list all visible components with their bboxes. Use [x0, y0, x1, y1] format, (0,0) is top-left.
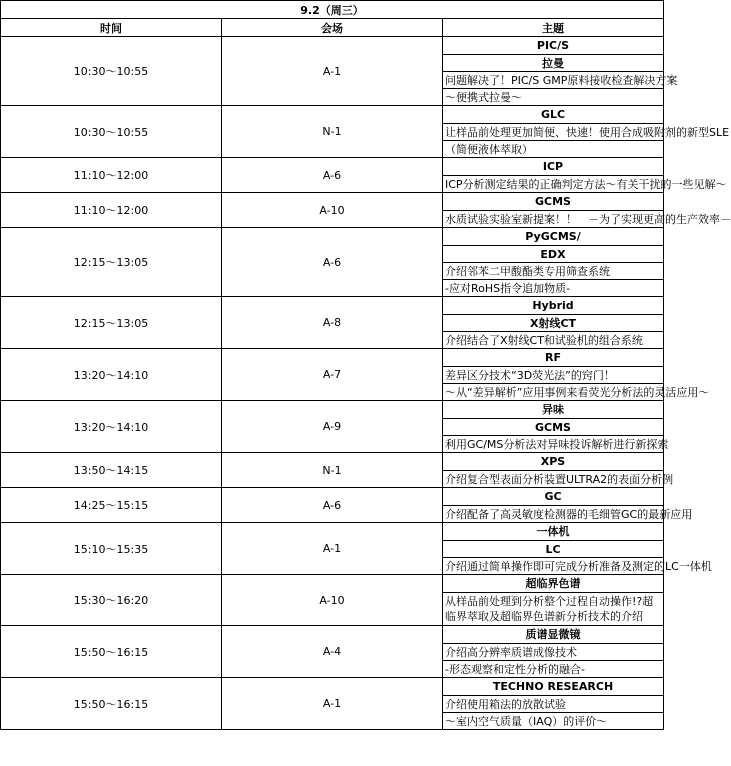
topic-line: 介绍结合了X射线CT和试验机的组合系统 [443, 331, 663, 348]
session-topic [443, 401, 669, 453]
topic-keyword: 异味 [542, 403, 564, 416]
session-row [1, 228, 664, 297]
session-venue: A-1 [222, 678, 443, 730]
title-row [1, 1, 664, 19]
session-topic [443, 228, 664, 297]
topic-line: 从样品前处理到分析整个过程自动操作!?超临界萃取及超临界色谱新分析技术的介绍 [443, 592, 663, 625]
session-time: 10:30～10:55 [1, 37, 222, 106]
session-time: 15:10～15:35 [1, 523, 222, 575]
session-topic [443, 523, 712, 575]
topic-line: 水质试验实验室新提案！！ －为了实现更高的生产效率－ [443, 210, 663, 227]
topic-line: 差异区分技术“3D荧光法”的窍门！ [443, 366, 663, 383]
session-time: 11:10～12:00 [1, 193, 222, 228]
topic-keyword: GC [544, 490, 562, 503]
session-venue: A-8 [222, 297, 443, 349]
session-time: 11:10～12:00 [1, 158, 222, 193]
topic-line: ～便携式拉曼～ [443, 88, 663, 105]
topic-line: ICP分析测定结果的正确判定方法～有关干扰的一些见解～ [443, 175, 663, 192]
topic-keyword: LC [443, 540, 663, 557]
topic-line: （简便液体萃取） [443, 140, 663, 157]
session-row [1, 678, 664, 730]
sheet-title: 9.2（周三） [1, 1, 664, 19]
topic-keyword: EDX [443, 245, 663, 262]
topic-line: ～室内空气质量（IAQ）的评价～ [443, 712, 663, 729]
session-topic [443, 297, 664, 349]
session-time: 12:15～13:05 [1, 228, 222, 297]
session-row [1, 453, 664, 488]
topic-line: 问题解决了！PIC/S GMP原料接收检查解决方案 [443, 71, 663, 88]
topic-line: -应对RoHS指令追加物质- [443, 279, 663, 296]
topic-keyword: 超临界色谱 [525, 577, 581, 590]
session-venue: N-1 [222, 106, 443, 158]
session-time: 13:20～14:10 [1, 349, 222, 401]
session-topic [443, 626, 664, 678]
session-time: 13:50～14:15 [1, 453, 222, 488]
topic-keyword: 拉曼 [443, 54, 663, 71]
session-topic [443, 575, 664, 626]
session-venue: A-6 [222, 488, 443, 523]
session-venue: A-4 [222, 626, 443, 678]
session-venue: A-1 [222, 37, 443, 106]
topic-keyword: GLC [540, 108, 566, 121]
session-row [1, 158, 664, 193]
topic-keyword: TECHNO RESEARCH [492, 680, 614, 693]
session-topic [443, 106, 730, 158]
session-venue: A-10 [222, 575, 443, 626]
topic-line: 介绍邻苯二甲酸酯类专用筛查系统 [443, 262, 663, 279]
session-topic [443, 349, 710, 401]
session-row [1, 297, 664, 349]
topic-line: 介绍使用箱法的放散试验 [443, 695, 663, 712]
session-row [1, 106, 664, 158]
topic-keyword: Hybrid [532, 299, 574, 312]
topic-keyword: 质谱显微镜 [525, 628, 581, 641]
topic-line: 介绍复合型表面分析装置ULTRA2的表面分析例 [443, 470, 663, 487]
topic-keyword: X射线CT [443, 314, 663, 331]
topic-line: 介绍高分辨率质谱成像技术 [443, 643, 663, 660]
topic-keyword: ICP [542, 160, 564, 173]
session-venue: A-6 [222, 158, 443, 193]
session-row [1, 575, 664, 626]
topic-keyword: RF [545, 351, 561, 364]
topic-line: 利用GC/MS分析法对异味投诉解析进行新探索 [443, 435, 663, 452]
session-venue: A-1 [222, 523, 443, 575]
topic-line: ～从“差异解析”应用事例来看荧光分析法的灵活应用～ [443, 383, 663, 400]
session-time: 10:30～10:55 [1, 106, 222, 158]
session-row [1, 488, 664, 523]
header-row [1, 19, 664, 37]
session-row [1, 37, 664, 106]
session-topic [443, 158, 727, 193]
topic-keyword: PyGCMS/ [525, 230, 581, 243]
session-venue: N-1 [222, 453, 443, 488]
topic-line: -形态观察和定性分析的融合- [443, 660, 663, 677]
session-topic [443, 453, 674, 488]
session-time: 13:20～14:10 [1, 401, 222, 453]
session-time: 15:30～16:20 [1, 575, 222, 626]
header-topic: 主题 [443, 19, 664, 37]
header-time: 时间 [1, 19, 222, 37]
session-time: 15:50～16:15 [1, 626, 222, 678]
session-venue: A-10 [222, 193, 443, 228]
topic-keyword: XPS [540, 455, 566, 468]
session-row [1, 401, 664, 453]
session-topic [443, 193, 731, 228]
topic-keyword: PIC/S [536, 39, 570, 52]
topic-keyword: 一体机 [536, 525, 570, 538]
session-venue: A-9 [222, 401, 443, 453]
session-time: 12:15～13:05 [1, 297, 222, 349]
session-row [1, 193, 664, 228]
header-venue: 会场 [222, 19, 443, 37]
topic-line: 介绍通过简单操作即可完成分析准备及测定的LC一体机 [443, 557, 663, 574]
topic-keyword: GCMS [443, 418, 663, 435]
session-time: 14:25～15:15 [1, 488, 222, 523]
session-row [1, 626, 664, 678]
session-row [1, 349, 664, 401]
session-venue: A-6 [222, 228, 443, 297]
topic-line: 让样品前处理更加简便、快速！使用合成吸附剂的新型SLE [443, 123, 663, 140]
session-venue: A-7 [222, 349, 443, 401]
session-topic [443, 678, 664, 730]
session-topic [443, 37, 678, 106]
session-time: 15:50～16:15 [1, 678, 222, 730]
topic-line: 介绍配备了高灵敏度检测器的毛细管GC的最新应用 [443, 505, 663, 522]
session-row [1, 523, 664, 575]
topic-keyword: GCMS [535, 195, 571, 208]
session-topic [443, 488, 693, 523]
